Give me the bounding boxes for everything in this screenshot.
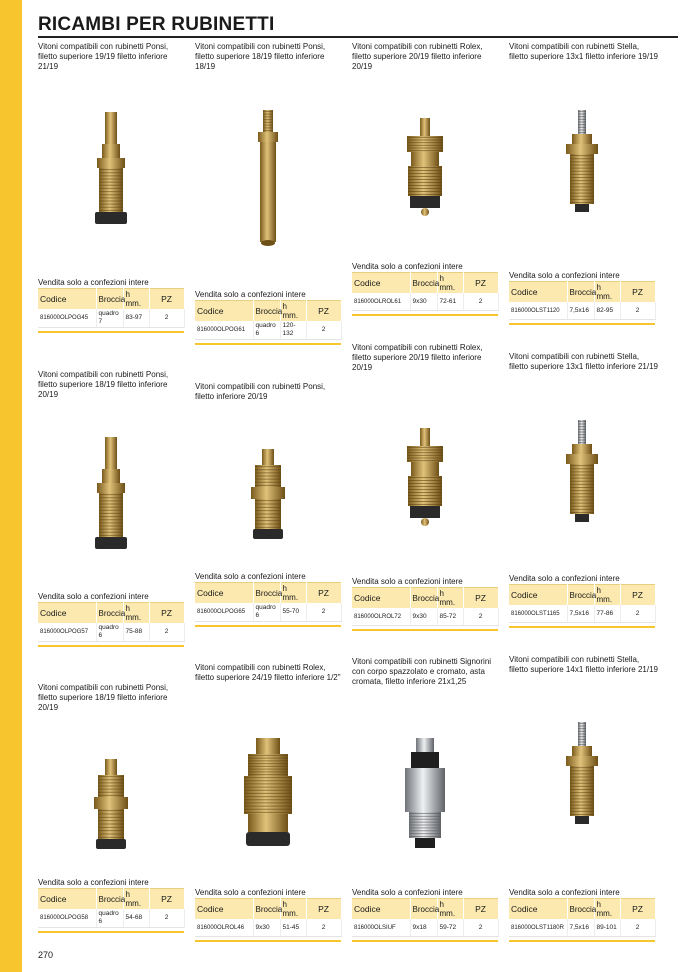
- product-offer: [352, 888, 502, 942]
- product-table: [352, 272, 499, 311]
- cell-h-mm: 59-72: [437, 919, 463, 937]
- product-table: [195, 300, 342, 340]
- valve-photo-long: [191, 100, 345, 260]
- cell-h-mm: 54-68: [123, 909, 149, 928]
- valve-photo-tall: [34, 425, 188, 585]
- valve-photo-stella: [505, 712, 659, 872]
- header-broccia: Broccia: [567, 899, 594, 920]
- cell-pz: 2: [620, 919, 655, 937]
- cell-broccia: quadro 6: [253, 321, 280, 340]
- header-code: Codice: [38, 889, 96, 910]
- header-h-mm: h mm.: [594, 899, 620, 920]
- side-accent-bar: [0, 0, 22, 972]
- offer-rule: [195, 940, 341, 942]
- valve-photo-rolex: [348, 410, 502, 570]
- sale-label: Vendita solo a confezioni intere: [195, 572, 306, 581]
- cell-broccia: 7,5x16: [567, 302, 594, 320]
- product-offer: [195, 888, 345, 942]
- product-description: Vitoni compatibili con rubinetti Rolex, filetto superiore 20/19 filetto inferiore 20/19: [352, 343, 483, 372]
- header-h-mm: h mm.: [437, 588, 463, 609]
- table-row: [352, 293, 498, 311]
- cell-broccia: 9x30: [410, 608, 437, 626]
- cell-h-mm: 83-97: [123, 309, 149, 328]
- offer-rule: [509, 940, 655, 942]
- product-description: Vitoni compatibili con rubinetti Ponsi, filetto superiore 18/19 filetto inferiore 20/19: [38, 370, 169, 399]
- header-h-mm: h mm.: [594, 282, 620, 303]
- product-description: Vitoni compatibili con rubinetti Stella, filetto superiore 13x1 filetto inferiore 19/19: [509, 42, 658, 61]
- product-description: Vitoni compatibili con rubinetti Ponsi, filetto superiore 18/19 filetto inferiore 20/19: [38, 683, 169, 712]
- cell-broccia: 7,5x16: [567, 605, 594, 623]
- cell-broccia: quadro 6: [253, 603, 280, 622]
- cell-pz: 2: [463, 608, 498, 626]
- header-broccia: Broccia: [253, 899, 280, 920]
- header-pz: PZ: [620, 282, 655, 303]
- cell-pz: 2: [149, 623, 184, 642]
- valve-photo-wide: [191, 730, 345, 890]
- cell-pz: 2: [149, 909, 184, 928]
- valve-photo-rolex: [348, 100, 502, 260]
- cell-broccia: 9x30: [253, 919, 280, 937]
- header-code: Codice: [195, 899, 253, 920]
- header-broccia: Broccia: [253, 583, 280, 604]
- header-pz: PZ: [620, 899, 655, 920]
- header-pz: PZ: [463, 273, 498, 294]
- cell-code: 816000OLST1120: [509, 302, 567, 320]
- sale-label: Vendita solo a confezioni intere: [352, 262, 463, 271]
- product-description: Vitoni compatibili con rubinetti Ponsi, filetto superiore 18/19 filetto inferiore 18/19: [195, 42, 326, 71]
- page-title: RICAMBI PER RUBINETTI: [38, 14, 275, 35]
- offer-rule: [38, 645, 184, 647]
- header-code: Codice: [509, 899, 567, 920]
- cell-pz: 2: [306, 321, 341, 340]
- table-row: [352, 608, 498, 626]
- offer-rule: [509, 323, 655, 325]
- cell-broccia: quadro 6: [96, 909, 123, 928]
- sale-label: Vendita solo a confezioni intere: [509, 574, 620, 583]
- sale-label: Vendita solo a confezioni intere: [38, 878, 149, 887]
- header-code: Codice: [352, 588, 410, 609]
- cell-broccia: quadro 7: [96, 309, 123, 328]
- cell-pz: 2: [306, 603, 341, 622]
- sale-label: Vendita solo a confezioni intere: [195, 290, 306, 299]
- product-description: Vitoni compatibili con rubinetti Rolex, filetto superiore 20/19 filetto inferiore 20/19: [352, 42, 483, 71]
- cell-pz: 2: [306, 919, 341, 937]
- table-row: [38, 623, 184, 642]
- cell-code: 816000OLROL46: [195, 919, 253, 937]
- cell-code: 816000OLROL72: [352, 608, 410, 626]
- product-table: [509, 584, 656, 623]
- cell-pz: 2: [620, 605, 655, 623]
- offer-rule: [195, 625, 341, 627]
- table-row: [509, 919, 655, 937]
- cell-broccia: 9x18: [410, 919, 437, 937]
- product-table: [38, 602, 185, 642]
- header-code: Codice: [195, 301, 253, 322]
- header-h-mm: h mm.: [280, 583, 306, 604]
- product-offer: [38, 878, 188, 933]
- product-offer: [352, 262, 502, 316]
- header-pz: PZ: [149, 603, 184, 624]
- header-broccia: Broccia: [96, 289, 123, 310]
- header-h-mm: h mm.: [437, 899, 463, 920]
- product-offer: [509, 271, 659, 325]
- cell-h-mm: 75-88: [123, 623, 149, 642]
- offer-rule: [352, 629, 498, 631]
- cell-broccia: quadro 6: [96, 623, 123, 642]
- offer-rule: [352, 314, 498, 316]
- header-h-mm: h mm.: [123, 889, 149, 910]
- page-number: 270: [38, 950, 54, 960]
- header-broccia: Broccia: [96, 603, 123, 624]
- header-h-mm: h mm.: [123, 603, 149, 624]
- header-h-mm: h mm.: [123, 289, 149, 310]
- offer-rule: [195, 343, 341, 345]
- cell-code: 816000OLPOG65: [195, 603, 253, 622]
- cell-h-mm: 51-45: [280, 919, 306, 937]
- valve-photo-short: [191, 425, 345, 585]
- product-description: Vitoni compatibili con rubinetti Ponsi, filetto superiore 19/19 filetto inferiore 21/19: [38, 42, 169, 71]
- header-pz: PZ: [306, 899, 341, 920]
- header-pz: PZ: [149, 889, 184, 910]
- table-row: [195, 603, 341, 622]
- header-broccia: Broccia: [410, 588, 437, 609]
- header-broccia: Broccia: [253, 301, 280, 322]
- table-row: [352, 919, 498, 937]
- cell-h-mm: 55-70: [280, 603, 306, 622]
- header-broccia: Broccia: [567, 585, 594, 606]
- header-pz: PZ: [620, 585, 655, 606]
- product-table: [352, 898, 499, 937]
- product-description: Vitoni compatibili con rubinetti Rolex, filetto superiore 24/19 filetto inferiore 1/2": [195, 663, 341, 682]
- header-pz: PZ: [306, 301, 341, 322]
- valve-photo-short: [34, 735, 188, 895]
- product-table: [38, 888, 185, 928]
- header-broccia: Broccia: [96, 889, 123, 910]
- offer-rule: [38, 931, 184, 933]
- cell-pz: 2: [463, 293, 498, 311]
- cell-h-mm: 82-95: [594, 302, 620, 320]
- header-code: Codice: [509, 282, 567, 303]
- cell-code: 816000OLPOG57: [38, 623, 96, 642]
- table-row: [195, 321, 341, 340]
- header-code: Codice: [38, 289, 96, 310]
- offer-rule: [352, 940, 498, 942]
- sale-label: Vendita solo a confezioni intere: [509, 271, 620, 280]
- offer-rule: [38, 331, 184, 333]
- cell-code: 816000OLST1180R: [509, 919, 567, 937]
- cell-code: 816000OLSIUF: [352, 919, 410, 937]
- cell-h-mm: 89-101: [594, 919, 620, 937]
- sale-label: Vendita solo a confezioni intere: [509, 888, 620, 897]
- header-h-mm: h mm.: [594, 585, 620, 606]
- cell-pz: 2: [620, 302, 655, 320]
- product-description: Vitoni compatibili con rubinetti Signorini con corpo spazzolato e cromato, asta cromata, filetto inferiore 21x1,25: [352, 657, 492, 686]
- cell-code: 816000OLPOG58: [38, 909, 96, 928]
- product-table: [195, 898, 342, 937]
- sale-label: Vendita solo a confezioni intere: [38, 592, 149, 601]
- product-offer: [509, 574, 659, 628]
- product-offer: [195, 572, 345, 627]
- product-table: [38, 288, 185, 328]
- cell-h-mm: 85-72: [437, 608, 463, 626]
- header-broccia: Broccia: [567, 282, 594, 303]
- valve-photo-chrome: [348, 730, 502, 890]
- cell-pz: 2: [463, 919, 498, 937]
- product-offer: [509, 888, 659, 942]
- sale-label: Vendita solo a confezioni intere: [195, 888, 306, 897]
- table-row: [509, 605, 655, 623]
- valve-photo-stella: [505, 410, 659, 570]
- cell-broccia: 7,5x16: [567, 919, 594, 937]
- cell-code: 816000OLPOG61: [195, 321, 253, 340]
- cell-h-mm: 72-61: [437, 293, 463, 311]
- header-h-mm: h mm.: [437, 273, 463, 294]
- valve-photo-tall: [34, 100, 188, 260]
- product-offer: [38, 592, 188, 647]
- sale-label: Vendita solo a confezioni intere: [38, 278, 149, 287]
- header-h-mm: h mm.: [280, 301, 306, 322]
- valve-photo-stella: [505, 100, 659, 260]
- product-offer: [38, 278, 188, 333]
- offer-rule: [509, 626, 655, 628]
- product-table: [509, 898, 656, 937]
- header-pz: PZ: [463, 588, 498, 609]
- product-description: Vitoni compatibili con rubinetti Stella, filetto superiore 13x1 filetto inferiore 21/19: [509, 352, 658, 371]
- sale-label: Vendita solo a confezioni intere: [352, 888, 463, 897]
- header-pz: PZ: [463, 899, 498, 920]
- header-code: Codice: [509, 585, 567, 606]
- header-code: Codice: [352, 899, 410, 920]
- product-offer: [195, 290, 345, 345]
- title-rule: [38, 36, 678, 38]
- table-row: [509, 302, 655, 320]
- header-pz: PZ: [149, 289, 184, 310]
- header-broccia: Broccia: [410, 273, 437, 294]
- header-code: Codice: [195, 583, 253, 604]
- product-offer: [352, 577, 502, 631]
- cell-broccia: 9x30: [410, 293, 437, 311]
- cell-pz: 2: [149, 309, 184, 328]
- table-row: [195, 919, 341, 937]
- product-description: Vitoni compatibili con rubinetti Ponsi, filetto inferiore 20/19: [195, 382, 326, 401]
- header-pz: PZ: [306, 583, 341, 604]
- product-table: [352, 587, 499, 626]
- product-table: [509, 281, 656, 320]
- cell-code: 816000OLST1165: [509, 605, 567, 623]
- cell-code: 816000OLROL61: [352, 293, 410, 311]
- cell-code: 816000OLPOG45: [38, 309, 96, 328]
- header-code: Codice: [352, 273, 410, 294]
- cell-h-mm: 120-132: [280, 321, 306, 340]
- product-table: [195, 582, 342, 622]
- sale-label: Vendita solo a confezioni intere: [352, 577, 463, 586]
- header-code: Codice: [38, 603, 96, 624]
- cell-h-mm: 77-86: [594, 605, 620, 623]
- product-description: Vitoni compatibili con rubinetti Stella, filetto superiore 14x1 filetto inferiore 21/19: [509, 655, 658, 674]
- header-broccia: Broccia: [410, 899, 437, 920]
- table-row: [38, 309, 184, 328]
- table-row: [38, 909, 184, 928]
- header-h-mm: h mm.: [280, 899, 306, 920]
